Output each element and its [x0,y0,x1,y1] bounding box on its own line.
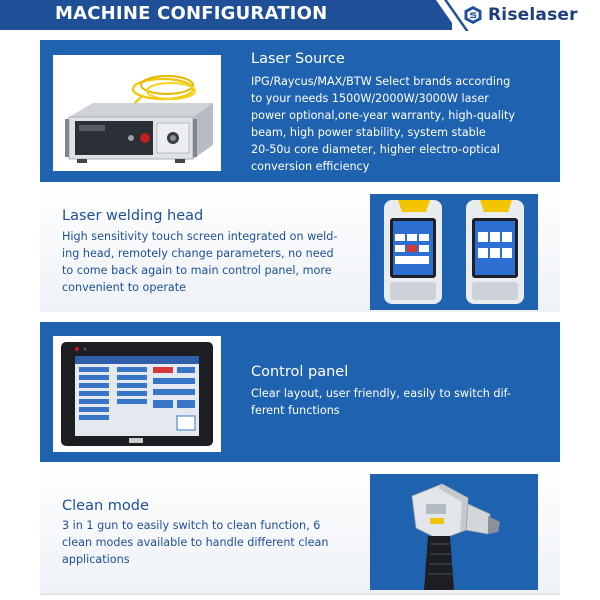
section-title: Control panel [251,364,349,380]
description-line: beam, high power stability, system stable [251,126,486,139]
description-line: ing head, remotely change parameters, no need [62,247,334,260]
page-header [0,0,600,32]
section-laser-source [40,40,560,182]
section-laser-welding-head [40,182,560,312]
brand-name: Riselaser [488,5,578,25]
description-line: power optional,one-year warranty, high-quality [251,109,515,122]
description-line: 3 in 1 gun to easily switch to clean function, 6 [62,519,321,532]
description-line: applications [62,553,130,566]
section-title: Laser Source [251,51,345,67]
welding-head-touchscreen-image [370,194,538,310]
description-line: convenient to operate [62,281,187,294]
description-line: to come back again to main control panel, more [62,264,332,277]
description-line: clean modes available to handle different clean [62,536,329,549]
description-line: 20-50u core diameter, higher electro-optical [251,143,500,156]
description-line: IPG/Raycus/MAX/BTW Select brands according [251,75,511,88]
section-clean-mode [40,462,560,594]
riselaser-logo-icon [463,5,483,25]
cleaning-gun-image [370,474,538,590]
description-line: Clear layout, user friendly, easily to switch dif- [251,387,511,400]
section-control-panel [40,322,560,462]
description-line: to your needs 1500W/2000W/3000W laser [251,92,489,105]
bottom-divider [40,594,560,595]
description-line: High sensitivity touch screen integrated on weld- [62,230,338,243]
section-description [62,228,362,296]
section-title: Clean mode [62,498,149,514]
section-title: Laser welding head [62,208,204,224]
section-description [251,73,551,175]
description-line: ferent functions [251,404,340,417]
section-description [62,517,362,568]
page-title: MACHINE CONFIGURATION [55,3,328,24]
brand-logo [463,3,578,27]
laser-source-unit-image [53,55,221,171]
section-description [251,385,551,419]
control-panel-screen-image [53,336,221,452]
description-line: conversion efficiency [251,160,370,173]
